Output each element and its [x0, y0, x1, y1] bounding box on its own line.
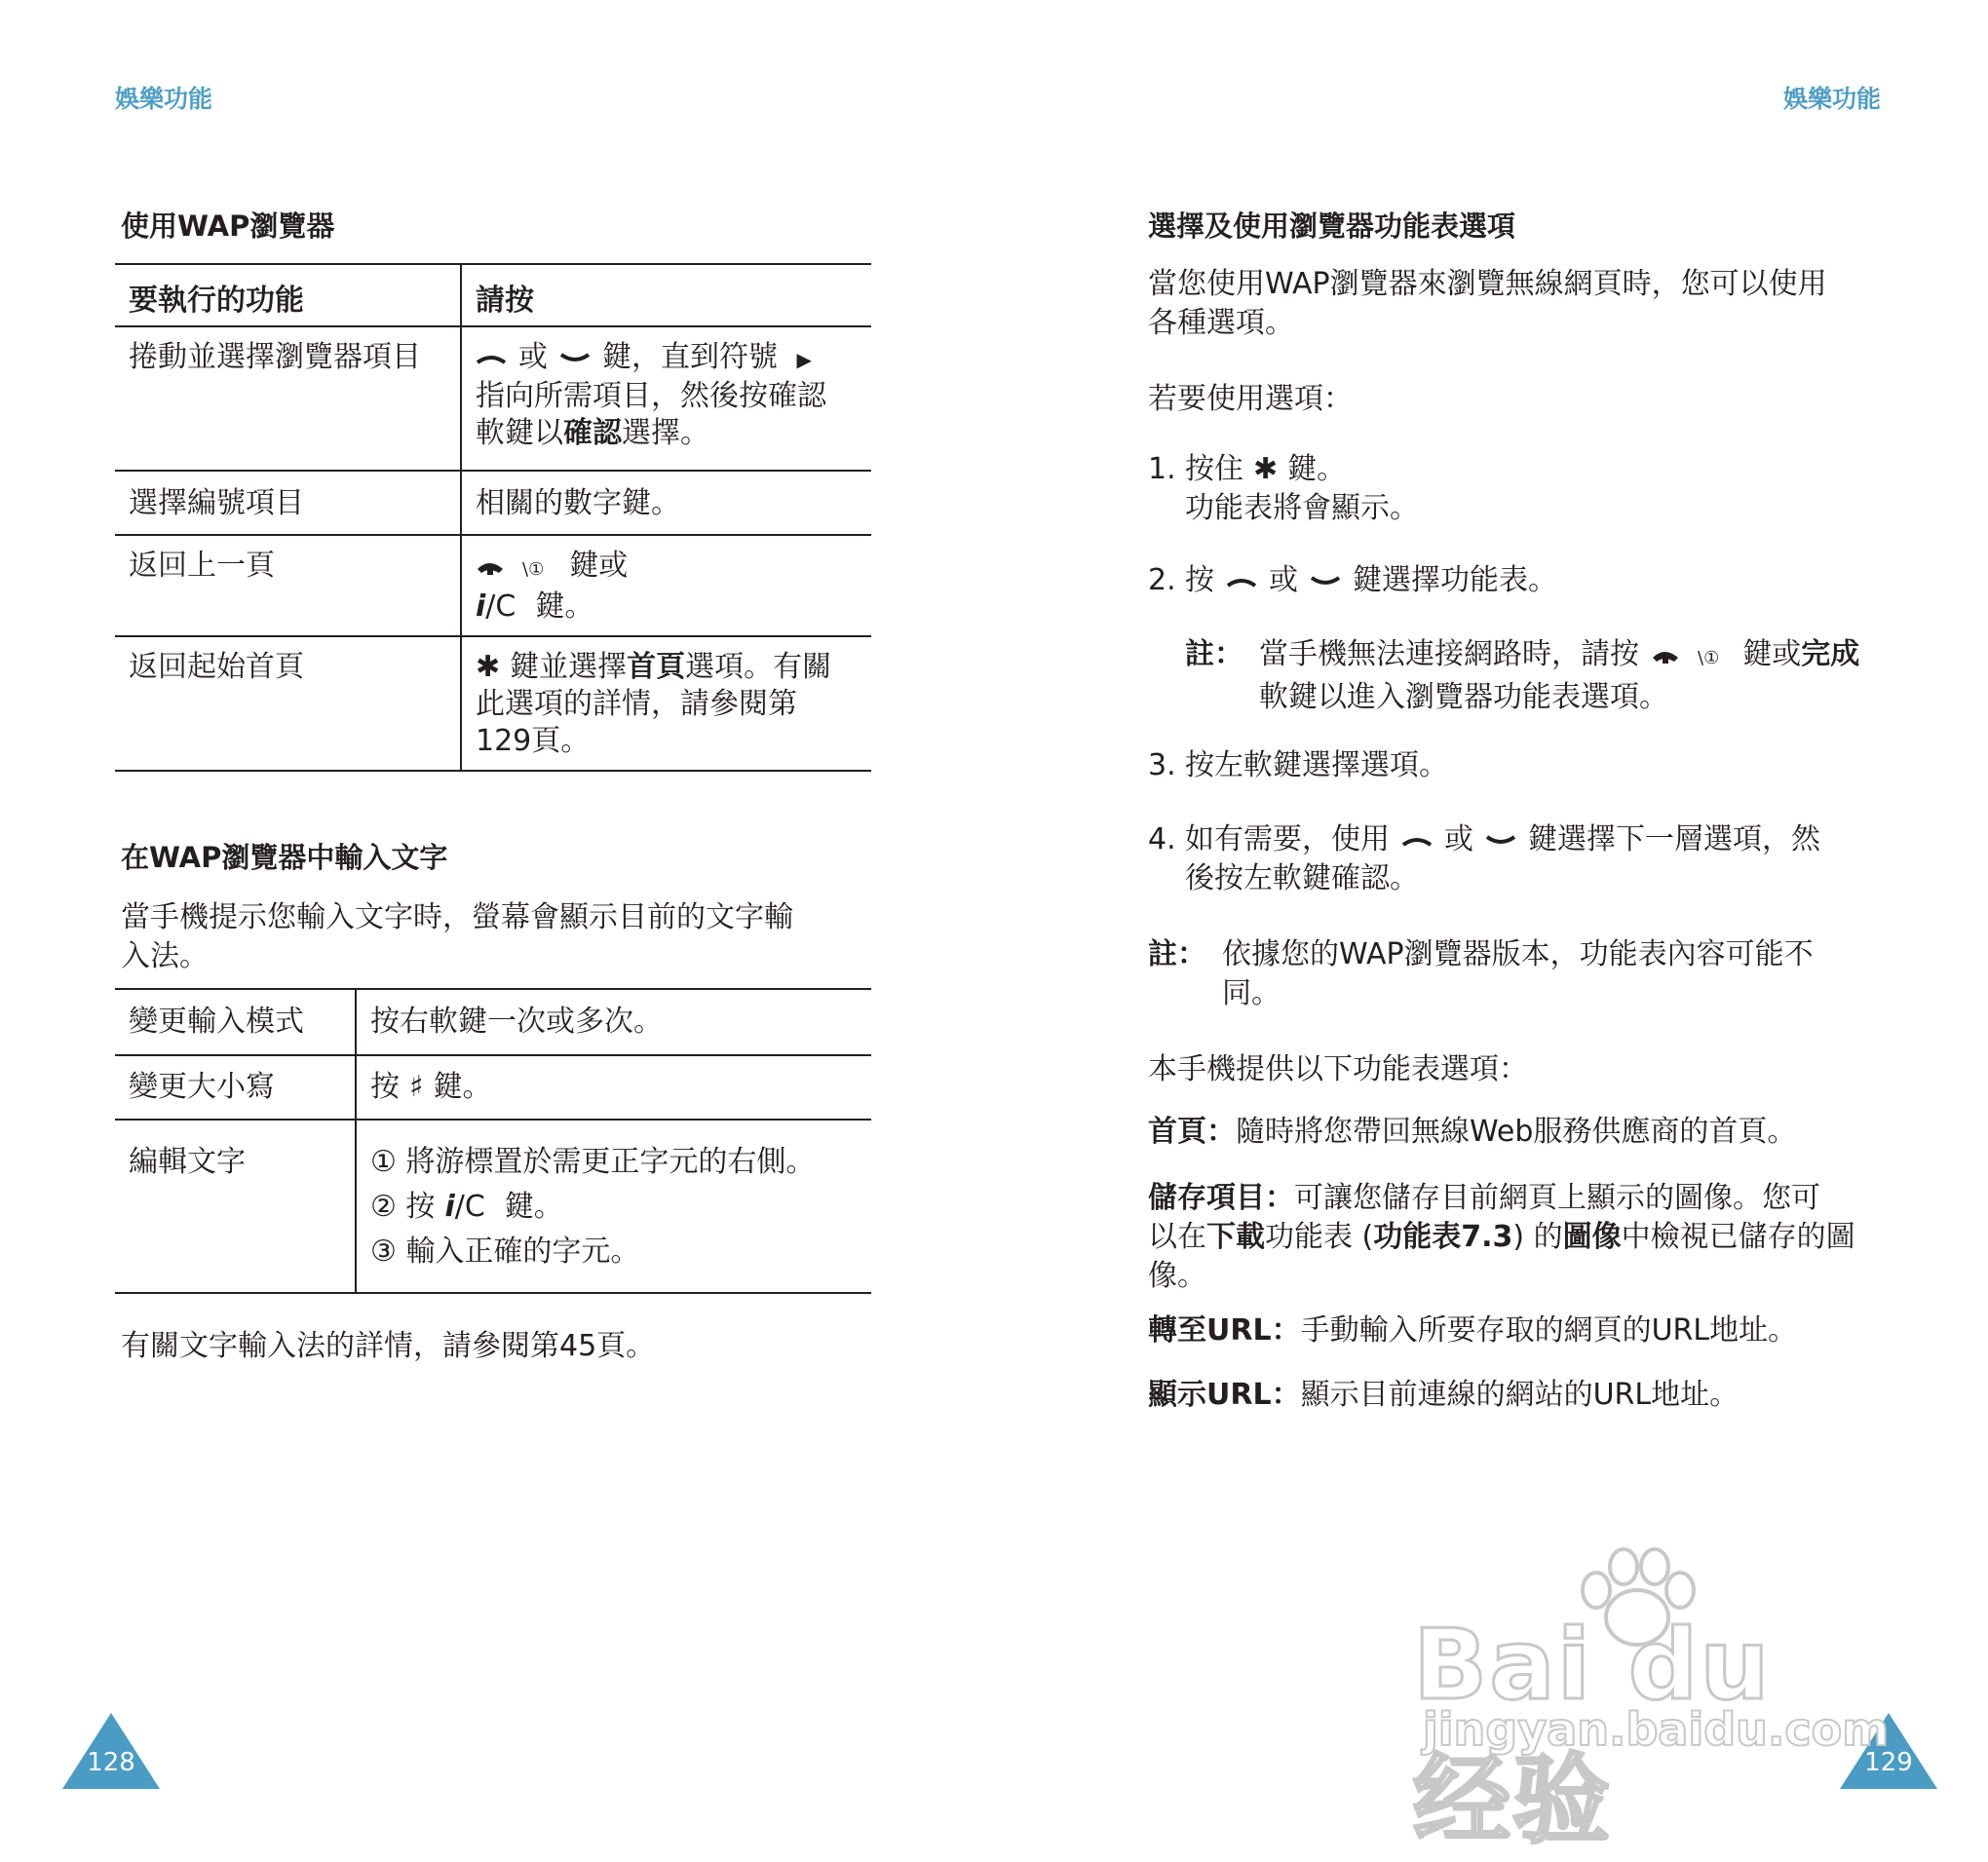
section-title: 在WAP瀏覽器中輸入文字	[121, 841, 448, 874]
option-save-item: 儲存項目：可讓您儲存目前網頁上顯示的圖像。您可 以在下載功能表 (功能表7.3) 的圖像中檢視已儲存的圖 像。	[1148, 1181, 1855, 1293]
watermark-brand: Bai du 经验	[1413, 1608, 1772, 1857]
star-key-icon: ✱	[1253, 452, 1279, 486]
action-text: 相關的數字鍵。	[476, 486, 680, 520]
clear-key-icon: i/C	[444, 1190, 485, 1224]
function-label: 選擇編號項目	[129, 486, 304, 520]
function-label: 捲動並選擇瀏覽器項目	[129, 340, 421, 374]
option-label: 首頁：	[1148, 1115, 1236, 1149]
table-row	[115, 1120, 871, 1293]
function-label: 編輯文字	[129, 1145, 246, 1179]
function-label: 返回起始首頁	[129, 650, 304, 684]
option-goto-url: 轉至URL：手動輸入所要存取的網頁的URL地址。	[1148, 1313, 1798, 1348]
section-title: 選擇及使用瀏覽器功能表選項	[1148, 209, 1516, 243]
table-header-cell: 要執行的功能	[115, 264, 461, 326]
table-header-row	[115, 264, 871, 326]
intro-paragraph: 當您使用WAP瀏覽器來瀏覽無線網頁時，您可以使用 各種選項。	[1148, 267, 1827, 340]
edit-steps-cell	[356, 1120, 871, 1293]
table-row	[115, 989, 871, 1055]
left-page	[0, 0, 994, 1824]
down-key-icon	[1310, 576, 1341, 588]
action-cell: \① 鍵或 i/C 鍵。	[461, 535, 871, 636]
end-key-icon	[476, 557, 515, 577]
browser-keys-table	[115, 263, 871, 772]
down-key-icon	[559, 353, 591, 364]
table-row	[115, 636, 871, 771]
step-1: 1. 按住 ✱ 鍵。 功能表將會顯示。	[1148, 452, 1419, 525]
function-label: 返回上一頁	[129, 549, 275, 583]
table-row: 變更大小寫 按 ♯ 鍵。	[115, 1055, 871, 1120]
up-key-icon	[1401, 835, 1433, 847]
step-3: 3. 按左軟鍵選擇選項。	[1148, 748, 1448, 782]
up-key-icon	[476, 353, 507, 364]
action-cell: ✱ 鍵並選擇首頁選項。有關 此選項的詳情，請參閱第 129頁。	[461, 636, 871, 771]
edit-step: ③ 輸入正確的字元。	[370, 1235, 640, 1269]
options-intro: 本手機提供以下功能表選項：	[1148, 1052, 1528, 1086]
option-home: 首頁：隨時將您帶回無線Web服務供應商的首頁。	[1148, 1115, 1797, 1149]
step-2: 2. 按 或 鍵選擇功能表。	[1148, 563, 1557, 597]
footer-paragraph: 有關文字輸入法的詳情，請參閱第45頁。	[121, 1329, 656, 1363]
up-key-icon	[1226, 576, 1257, 588]
running-head: 娛樂功能	[115, 85, 213, 113]
function-label: 變更大小寫	[129, 1070, 275, 1104]
note-1: 註： 當手機無法連接網路時，請按 \① 鍵或完成 軟鍵以進入瀏覽器功能表選項。	[1185, 637, 1860, 714]
option-label: 顯示URL：	[1148, 1378, 1301, 1412]
clear-key-icon: i/C	[476, 589, 516, 624]
down-key-icon	[1485, 835, 1516, 847]
pointer-icon: ▶	[796, 348, 812, 371]
option-label: 轉至URL：	[1148, 1313, 1301, 1348]
edit-step: ② 按 i/C 鍵。	[370, 1185, 858, 1230]
page-number: 129	[1864, 1748, 1913, 1777]
edit-step: ① 將游標置於需更正字元的右側。	[370, 1145, 816, 1179]
action-text: 按右軟鍵一次或多次。	[370, 1005, 663, 1039]
page-number-badge	[62, 1713, 160, 1789]
running-head: 娛樂功能	[1783, 85, 1882, 113]
option-label: 儲存項目：	[1148, 1181, 1294, 1215]
end-key-icon	[1651, 646, 1690, 665]
note-2: 註： 依據您的WAP瀏覽器版本，功能表內容可能不 同。	[1148, 937, 1814, 1010]
note-label: 註：	[1148, 937, 1206, 971]
lead-text: 若要使用選項：	[1148, 382, 1353, 416]
page-number: 128	[87, 1748, 135, 1777]
option-show-url: 顯示URL：顯示目前連線的網站的URL地址。	[1148, 1378, 1740, 1412]
star-key-icon: ✱	[476, 650, 501, 684]
table-header-cell: 請按	[461, 264, 871, 326]
text-input-table	[115, 988, 871, 1294]
table-row	[115, 535, 871, 636]
table-row	[115, 471, 871, 535]
watermark-url: jingyan.baidu.com	[1423, 1703, 1890, 1756]
function-label: 變更輸入模式	[129, 1005, 304, 1039]
intro-paragraph: 當手機提示您輸入文字時，螢幕會顯示目前的文字輸 入法。	[121, 900, 793, 973]
note-label: 註：	[1185, 637, 1243, 671]
step-4: 4. 如有需要，使用 或 鍵選擇下一層選項，然 後按左軟鍵確認。	[1148, 822, 1820, 895]
section-title: 使用WAP瀏覽器	[121, 209, 335, 243]
hash-key-icon: ♯	[409, 1070, 424, 1104]
action-cell: 或 鍵，直到符號 ▶ 指向所需項目，然後按確認 軟鍵以確認選擇。	[461, 326, 871, 471]
table-row	[115, 326, 871, 471]
